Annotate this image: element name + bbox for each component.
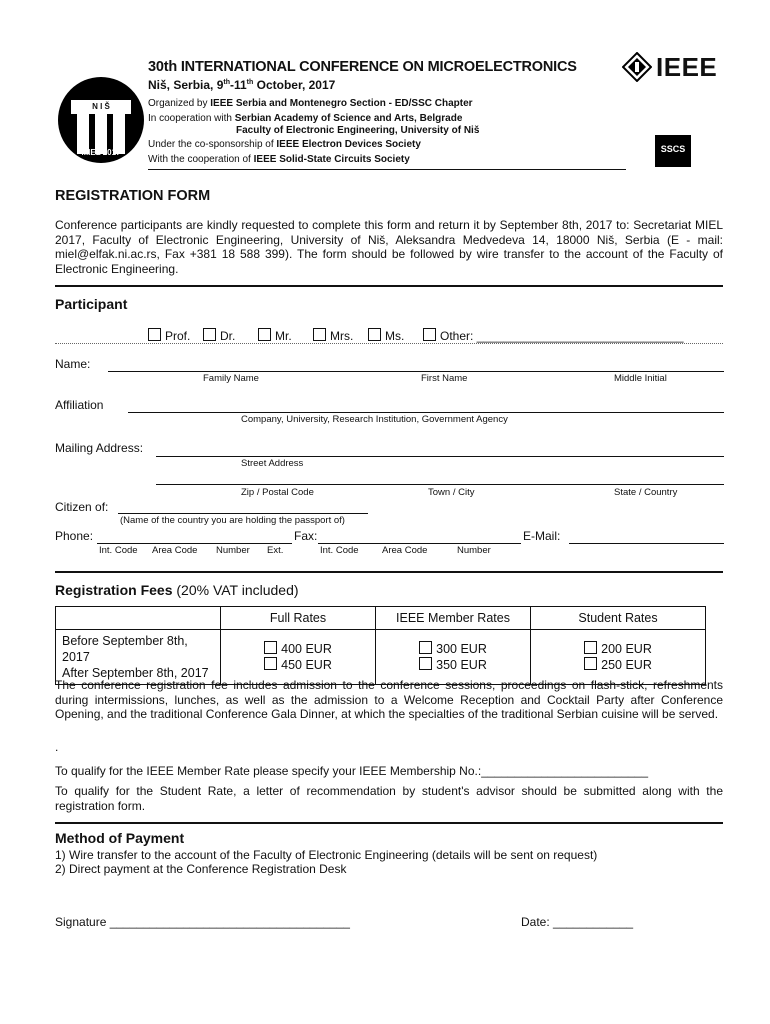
student-note: To qualify for the Student Rate, a letter of recommendation by student's advisor should be submitted along with the registration form. xyxy=(55,784,723,813)
fee-ieee-after: 350 EUR xyxy=(436,658,487,672)
mailing-label: Mailing Address: xyxy=(55,441,144,455)
checkbox-other[interactable] xyxy=(423,328,436,341)
ieee-diamond-icon xyxy=(622,52,652,82)
fees-heading-note: (20% VAT included) xyxy=(172,582,299,598)
affiliation-hint: Company, University, Research Institution, Government Agency xyxy=(241,414,508,425)
street-hint: Street Address xyxy=(241,458,304,469)
fee-ieee-before: 300 EUR xyxy=(436,642,487,656)
fees-header-row xyxy=(56,607,706,630)
date-field[interactable]: Date: ____________ xyxy=(521,915,634,929)
checkbox-dr[interactable] xyxy=(203,328,216,341)
col-ieee-rates: IEEE Member Rates xyxy=(376,607,531,630)
email-label: E-Mail: xyxy=(523,529,561,543)
fees-ieee-cell xyxy=(376,630,531,685)
sup-th-1: th xyxy=(223,79,230,86)
address-line2-field[interactable] xyxy=(156,484,724,485)
name-label: Name: xyxy=(55,357,91,371)
organized-line xyxy=(148,98,473,109)
citizen-field[interactable] xyxy=(118,513,368,514)
fee-option-ieee-before[interactable] xyxy=(376,641,530,657)
title-option-mrs[interactable] xyxy=(313,328,368,343)
title-other-line[interactable]: _______________________________ xyxy=(476,329,684,343)
citizen-hint: (Name of the country you are holding the passport of) xyxy=(120,515,345,526)
cosponsor-line xyxy=(148,139,421,150)
name-field[interactable] xyxy=(108,371,724,372)
email-field[interactable] xyxy=(569,543,724,544)
middle-initial-hint: Middle Initial xyxy=(614,373,667,384)
checkbox-ieee-after[interactable] xyxy=(419,657,432,670)
citizen-label: Citizen of: xyxy=(55,500,109,514)
ieee-logo xyxy=(622,52,652,87)
checkbox-student-after[interactable] xyxy=(584,657,597,670)
participant-divider xyxy=(55,285,723,287)
fees-heading-line xyxy=(55,582,299,598)
fee-full-after: 450 EUR xyxy=(281,658,332,672)
fee-option-full-after[interactable] xyxy=(221,657,375,673)
fees-row-body xyxy=(56,630,706,685)
phone-area-code-hint: Area Code xyxy=(152,545,198,556)
cooperation: IEEE Solid-State Circuits Society xyxy=(253,154,410,165)
payment-option-2: 2) Direct payment at the Conference Registration Desk xyxy=(55,862,347,876)
organized-by: IEEE Serbia and Montenegro Section - ED/SSC Chapter xyxy=(210,98,473,109)
checkbox-mr[interactable] xyxy=(258,328,271,341)
town-hint: Town / City xyxy=(428,487,475,498)
title-other-label: Other: xyxy=(440,329,477,343)
title-mr-label: Mr. xyxy=(275,329,292,343)
payment-divider xyxy=(55,822,723,824)
checkbox-student-before[interactable] xyxy=(584,641,597,654)
fees-row-before-label: Before September 8th, 2017 xyxy=(62,634,188,664)
logo-city: N I Š xyxy=(92,102,110,111)
coop-line1: Serbian Academy of Science and Arts, Belgrade xyxy=(234,113,463,124)
fee-option-ieee-after[interactable] xyxy=(376,657,530,673)
fax-number-hint: Number xyxy=(457,545,491,556)
fee-student-before: 200 EUR xyxy=(601,642,652,656)
title-mrs-label: Mrs. xyxy=(330,329,354,343)
checkbox-ieee-before[interactable] xyxy=(419,641,432,654)
checkbox-ms[interactable] xyxy=(368,328,381,341)
participant-heading: Participant xyxy=(55,296,128,312)
sscs-logo xyxy=(655,135,691,167)
fees-dot: . xyxy=(55,740,59,754)
form-intro: Conference participants are kindly requested to complete this form and return it by September 8th, 2017 to: Secretariat MIEL 2017, Faculty of Electronic Engineering, University of Niš, Aleksandra Medvedeva 14, 18000 Niš, Serbia (E - mail: miel@elfak.ni.ac.rs, Fax +381 18 588 399). The form should be followed by wire transfer to the account of the Faculty of Electronic Engineering. xyxy=(55,218,723,276)
fees-full-cell xyxy=(221,630,376,685)
street-field[interactable] xyxy=(156,456,724,457)
title-options xyxy=(148,328,684,343)
checkbox-mrs[interactable] xyxy=(313,328,326,341)
sup-th-2: th xyxy=(246,79,254,86)
phone-number-hint: Number xyxy=(216,545,250,556)
fees-divider xyxy=(55,571,723,573)
col-full-rates: Full Rates xyxy=(221,607,376,630)
coop-line xyxy=(148,113,462,124)
coop-prefix: In cooperation with xyxy=(148,113,235,124)
fees-table xyxy=(55,606,706,685)
fee-option-student-before[interactable] xyxy=(531,641,705,657)
fees-heading: Registration Fees xyxy=(55,582,173,598)
cooperation-line xyxy=(148,154,410,165)
title-option-other[interactable] xyxy=(423,329,684,343)
title-option-mr[interactable] xyxy=(258,328,313,343)
cosponsor-prefix: Under the co-sponsorship of xyxy=(148,139,277,150)
header-divider xyxy=(148,169,626,170)
cosponsor: IEEE Electron Devices Society xyxy=(276,139,421,150)
date-dash: -11 xyxy=(229,78,247,92)
form-title: REGISTRATION FORM xyxy=(55,188,211,204)
col-student-rates: Student Rates xyxy=(531,607,706,630)
fax-area-code-hint: Area Code xyxy=(382,545,428,556)
fees-row-labels xyxy=(56,630,221,685)
date-end: October, 2017 xyxy=(253,78,336,92)
title-option-prof[interactable] xyxy=(148,328,203,343)
fees-row-after-label: After September 8th, 2017 xyxy=(62,666,209,680)
phone-field[interactable] xyxy=(97,543,292,544)
cooperation-prefix: With the cooperation of xyxy=(148,154,254,165)
coop-line2: Faculty of Electronic Engineering, University of Niš xyxy=(236,125,480,136)
payment-heading: Method of Payment xyxy=(55,830,185,846)
fees-header-empty xyxy=(56,607,221,630)
fee-student-after: 250 EUR xyxy=(601,658,652,672)
title-prof-label: Prof. xyxy=(165,329,191,343)
title-option-dr[interactable] xyxy=(203,328,258,343)
title-dr-label: Dr. xyxy=(220,329,236,343)
fax-int-code-hint: Int. Code xyxy=(320,545,359,556)
affiliation-label: Affiliation xyxy=(55,398,104,412)
logo-label: MIEL 2017 xyxy=(81,148,121,157)
zip-hint: Zip / Postal Code xyxy=(241,487,314,498)
conference-title: 30th INTERNATIONAL CONFERENCE ON MICROELECTRONICS xyxy=(148,59,577,75)
sscs-text: SSCS xyxy=(660,144,686,154)
phone-label: Phone: xyxy=(55,529,94,543)
fees-description: The conference registration fee includes admission to the conference sessions, proceedings on flash-stick, refreshments during intermissions, lunches, as well as the admission to a Welcome Reception and Cocktail Party after Conference Opening, and the traditional Conference Gala Dinner, at which the specialties of the traditional Serbian cuisine will be served. xyxy=(55,678,723,721)
first-name-hint: First Name xyxy=(421,373,468,384)
fee-option-full-before[interactable] xyxy=(221,641,375,657)
fee-full-before: 400 EUR xyxy=(281,642,332,656)
participant-underline xyxy=(55,343,723,344)
signature-field[interactable]: Signature ____________________________________ xyxy=(55,915,350,929)
family-name-hint: Family Name xyxy=(203,373,259,384)
title-option-ms[interactable] xyxy=(368,328,423,343)
conference-logo xyxy=(57,76,145,164)
ieee-text: IEEE xyxy=(656,52,718,82)
organized-prefix: Organized by xyxy=(148,98,211,109)
checkbox-full-before[interactable] xyxy=(264,641,277,654)
location-text: Niš, Serbia, 9 xyxy=(148,78,224,92)
checkbox-full-after[interactable] xyxy=(264,657,277,670)
fee-option-student-after[interactable] xyxy=(531,657,705,673)
conference-dates xyxy=(148,78,335,92)
fees-student-cell xyxy=(531,630,706,685)
state-hint: State / Country xyxy=(614,487,678,498)
payment-option-1: 1) Wire transfer to the account of the Faculty of Electronic Engineering (details will be sent on request) xyxy=(55,848,598,862)
phone-ext-hint: Ext. xyxy=(267,545,284,556)
checkbox-prof[interactable] xyxy=(148,328,161,341)
title-ms-label: Ms. xyxy=(385,329,405,343)
ieee-membership-note: To qualify for the IEEE Member Rate please specify your IEEE Membership No.:_________________________ xyxy=(55,764,649,778)
affiliation-field[interactable] xyxy=(128,412,724,413)
phone-int-code-hint: Int. Code xyxy=(99,545,138,556)
fax-field[interactable] xyxy=(318,543,521,544)
fax-label: Fax: xyxy=(294,529,318,543)
